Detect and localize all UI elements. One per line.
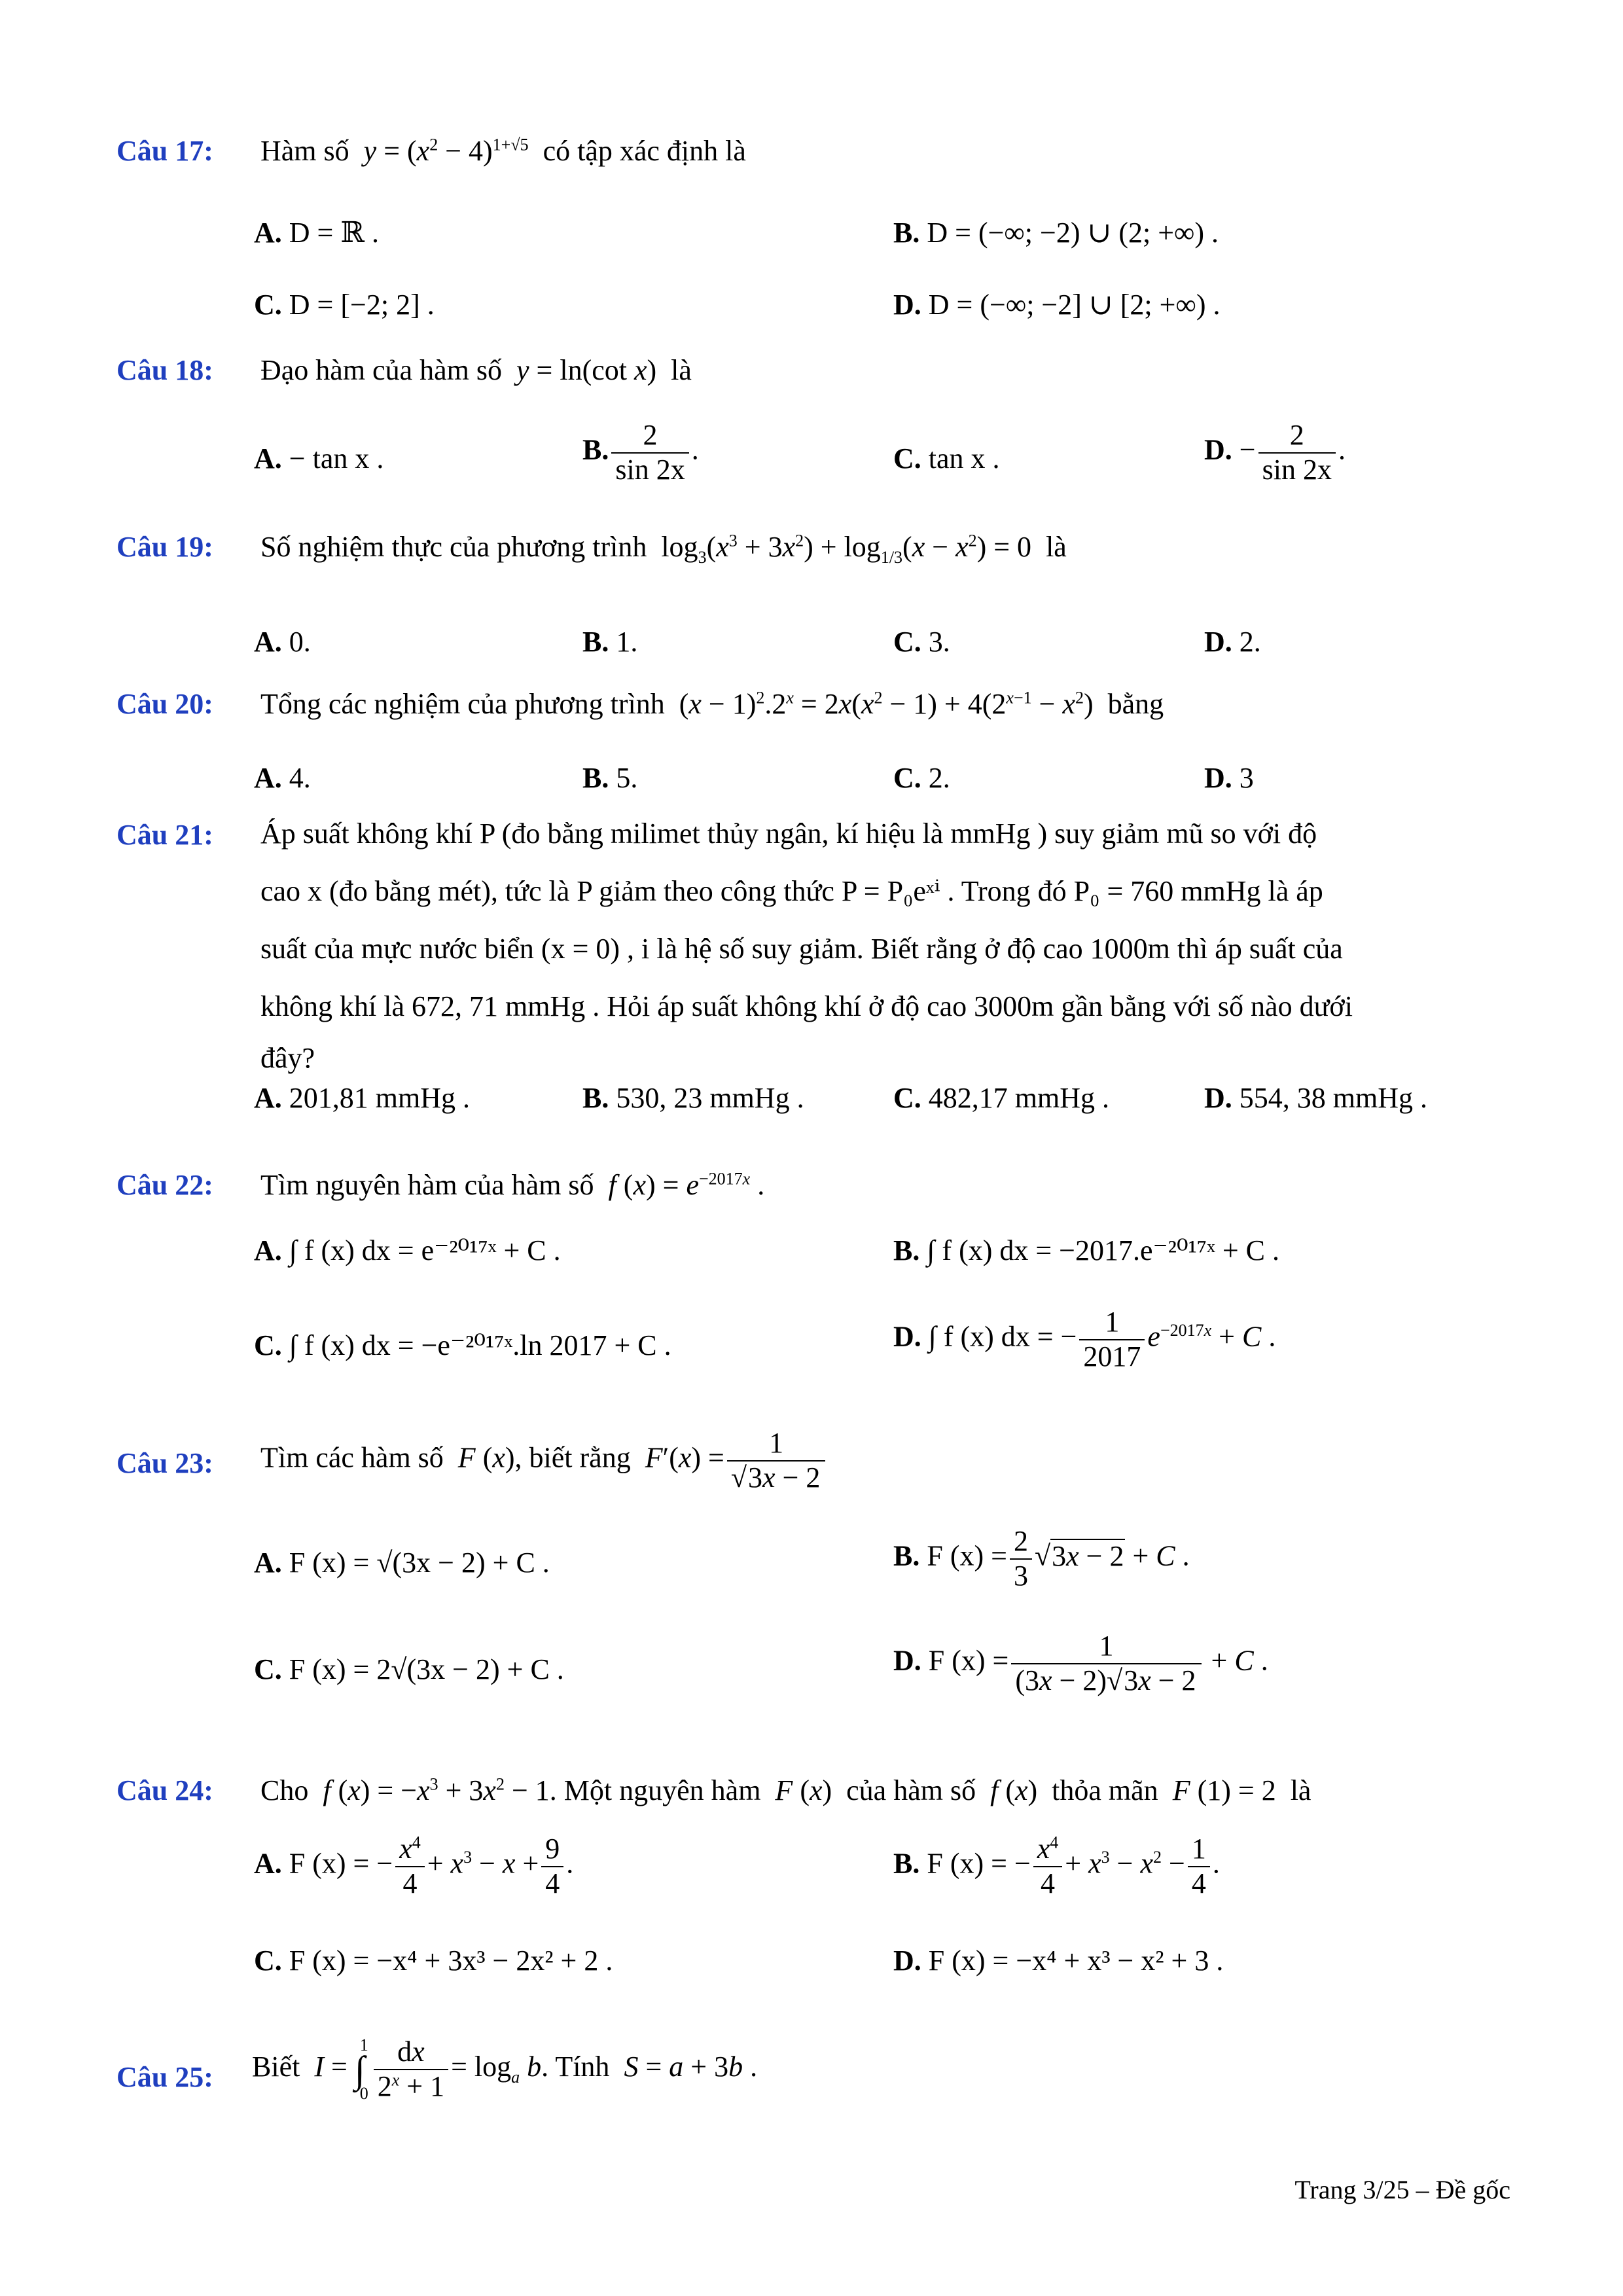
question-label: Câu 22:: [116, 1169, 213, 1201]
question-text: Cho f $(x) = -x^3 + 3x^2 - 1$. Một nguyên hàm F (x) của hàm số f (x) thỏa mãn F (1) = 2 là: [260, 1774, 1311, 1806]
option-18-a[interactable]: A. − tan x .: [254, 442, 384, 475]
option-20-c[interactable]: C. 2.: [893, 762, 950, 794]
option-20-d[interactable]: D. 3: [1204, 762, 1254, 794]
question-label: Câu 20:: [116, 688, 213, 720]
page-footer: Trang 3/25 – Đề gốc: [1294, 2175, 1510, 2204]
option-19-d[interactable]: D. 2.: [1204, 626, 1261, 658]
option-23-a[interactable]: A. F (x) = √(3x − 2) + C .: [254, 1547, 550, 1579]
question-text: Tìm nguyên hàm của hàm số f $(x) = e^{-2017x}$ .: [260, 1169, 765, 1201]
question-label: Câu 21:: [116, 819, 213, 851]
option-18-d[interactable]: D. − $\frac{2}{\sin 2x}$ .: [1204, 419, 1346, 486]
option-22-c[interactable]: C. ∫ f (x) dx = −e⁻²⁰¹⁷ˣ.ln 2017 + C .: [254, 1329, 671, 1361]
question-label: Câu 23:: [116, 1447, 213, 1479]
option-17-d[interactable]: D. D = (−∞; −2] ∪ [2; +∞) .: [893, 289, 1221, 321]
option-23-c[interactable]: C. F (x) = 2√(3x − 2) + C .: [254, 1653, 564, 1685]
option-18-c[interactable]: C. tan x .: [893, 442, 1000, 475]
option-21-c[interactable]: C. 482,17 mmHg .: [893, 1082, 1110, 1114]
option-23-b[interactable]: B. F (x) = $\frac{2}{3}$ √3x − 2 + C .: [893, 1525, 1190, 1592]
question-label: Câu 19:: [116, 531, 213, 563]
question-21-line-5: đây?: [260, 1042, 315, 1074]
option-22-a[interactable]: A. ∫ f (x) dx = e⁻²⁰¹⁷ˣ + C .: [254, 1234, 561, 1266]
question-label: Câu 24:: [116, 1774, 213, 1806]
question-label: Câu 17:: [116, 135, 213, 167]
option-21-b[interactable]: B. 530, 23 mmHg .: [582, 1082, 804, 1114]
question-label: Câu 25:: [116, 2061, 213, 2093]
question-text: Biết I = ∫ 1 0 $\frac{dx}{2^x + 1}$ = $\log_a b$. Tính S = a + 3b .: [252, 2036, 758, 2103]
option-24-c[interactable]: C. F (x) = −x⁴ + 3x³ − 2x² + 2 .: [254, 1945, 613, 1977]
question-text: Đạo hàm của hàm số y = ln(cot x) là: [260, 354, 692, 386]
question-21-line-4: không khí là 672, 71 mmHg . Hỏi áp suất không khí ở độ cao 3000m gần bằng với số nào dưới: [260, 990, 1353, 1022]
question-label: Câu 18:: [116, 354, 213, 386]
option-22-b[interactable]: B. ∫ f (x) dx = −2017.e⁻²⁰¹⁷ˣ + C .: [893, 1234, 1279, 1266]
option-19-a[interactable]: A. 0.: [254, 626, 311, 658]
option-22-d[interactable]: D. ∫ f (x) dx = − $\frac{1}{2017}$ $e^{-2017x} + C$ .: [893, 1306, 1276, 1372]
option-17-a[interactable]: A. D = ℝ .: [254, 217, 379, 249]
option-20-a[interactable]: A. 4.: [254, 762, 311, 794]
question-21-line-2: cao x (đo bằng mét), tức là P giảm theo công thức P = P₀eˣⁱ . Trong đó P₀ = 760 mmHg là áp: [260, 875, 1323, 907]
option-20-b[interactable]: B. 5.: [582, 762, 638, 794]
question-text: Tìm các hàm số F (x), biết rằng F′(x) = $\frac{1}{√3x - 2}$: [260, 1427, 828, 1494]
option-18-b[interactable]: B. $\frac{2}{\sin 2x}$ .: [582, 419, 699, 486]
question-text: Hàm số $y = (x^2 - 4)^{1+√5}$ có tập xác định là: [260, 135, 746, 167]
option-23-d[interactable]: D. F (x) = $\frac{1}{(3x - 2)√3x - 2}$ + C .: [893, 1630, 1268, 1696]
option-24-d[interactable]: D. F (x) = −x⁴ + x³ − x² + 3 .: [893, 1945, 1224, 1977]
option-24-b[interactable]: B. F (x) = − $\frac{x^4}{4}$ + $x^3 - x^2$ − $\frac{1}{4}$ .: [893, 1833, 1220, 1899]
option-19-b[interactable]: B. 1.: [582, 626, 638, 658]
option-24-a[interactable]: A. F (x) = − $\frac{x^4}{4}$ + $x^3 - x$ + $\frac{9}{4}$ .: [254, 1833, 574, 1899]
option-17-c[interactable]: C. D = [−2; 2] .: [254, 289, 435, 321]
question-21-text: [260, 805, 1524, 1081]
question-21-line-1: Áp suất không khí P (đo bằng milimet thủy ngân, kí hiệu là mmHg ) suy giảm mũ so với độ: [260, 817, 1317, 850]
option-21-d[interactable]: D. 554, 38 mmHg .: [1204, 1082, 1428, 1114]
option-17-b[interactable]: B. D = (−∞; −2) ∪ (2; +∞) .: [893, 217, 1219, 249]
option-21-a[interactable]: A. 201,81 mmHg .: [254, 1082, 471, 1114]
question-text: Số nghiệm thực của phương trình $\log_3(x^3 + 3x^2) + \log_{1/3}(x - x^2) = 0$ là: [260, 531, 1067, 567]
question-text: Tổng các nghiệm của phương trình $(x - 1)^2.2^x = 2x(x^2 - 1) + 4(2^{x-1} - x^2)$ bằng: [260, 688, 1164, 720]
question-21-line-3: suất của mực nước biển (x = 0) , i là hệ số suy giảm. Biết rằng ở độ cao 1000m thì áp suất của: [260, 933, 1343, 965]
option-19-c[interactable]: C. 3.: [893, 626, 950, 658]
